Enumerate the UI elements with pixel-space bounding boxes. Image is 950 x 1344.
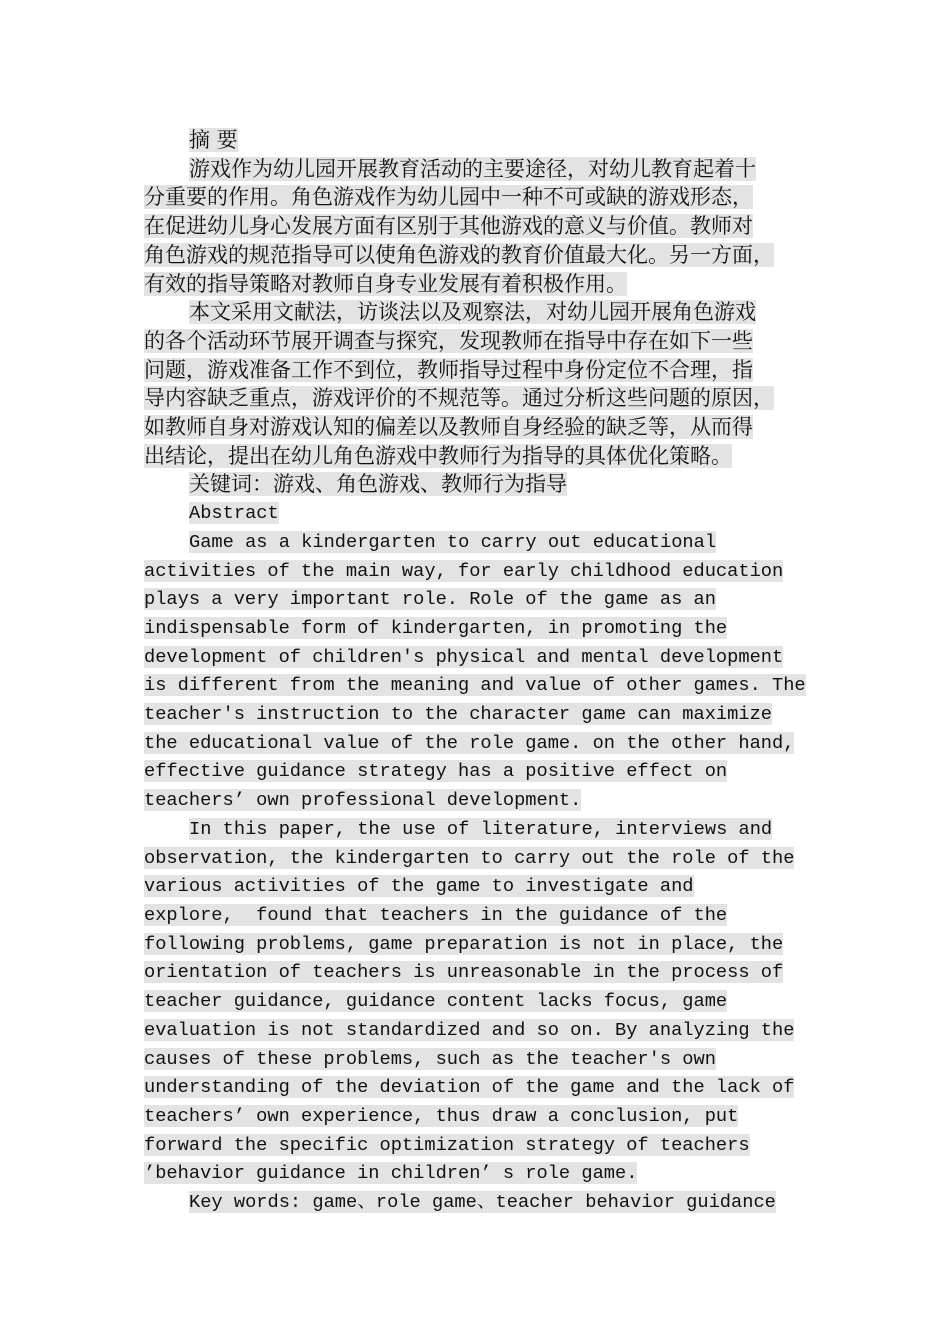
abstract-cn-heading-text: 摘 要 bbox=[189, 128, 238, 152]
text-line: evaluation is not standardized and so on. By analyzing the bbox=[144, 1018, 795, 1041]
text-line: Game as a kindergarten to carry out educational bbox=[189, 530, 717, 553]
text-line: following problems, game preparation is not in place, the bbox=[144, 932, 784, 955]
text-line: 导内容缺乏重点，游戏评价的不规范等。通过分析这些问题的原因， bbox=[144, 386, 774, 411]
abstract-cn-paragraph-1 bbox=[144, 155, 824, 299]
text-line: observation, the kindergarten to carry out the role of the bbox=[144, 846, 795, 869]
text-line: 问题，游戏准备工作不到位，教师指导过程中身份定位不合理，指 bbox=[144, 357, 753, 382]
text-line: In this paper, the use of literature, interviews and bbox=[189, 817, 773, 840]
text-line: understanding of the deviation of the game and the lack of bbox=[144, 1076, 795, 1099]
text-line: orientation of teachers is unreasonable in the process of bbox=[144, 961, 784, 984]
text-line: 出结论，提出在幼儿角色游戏中教师行为指导的具体优化策略。 bbox=[144, 443, 732, 468]
text-line: activities of the main way, for early childhood education bbox=[144, 559, 784, 582]
text-line: plays a very important role. Role of the game as an bbox=[144, 588, 716, 611]
text-line: teacher guidance, guidance content lacks focus, game bbox=[144, 990, 728, 1013]
abstract-en-heading-text: Abstract bbox=[189, 502, 279, 525]
abstract-en-paragraph-1 bbox=[144, 528, 824, 815]
document-page bbox=[144, 126, 824, 1217]
text-line: forward the specific optimization strategy of teachers bbox=[144, 1133, 750, 1156]
text-line: teacher's instruction to the character game can maximize bbox=[144, 703, 773, 726]
text-line: 本文采用文献法，访谈法以及观察法，对幼儿园开展角色游戏 bbox=[189, 300, 756, 325]
text-line: 在促进幼儿身心发展方面有区别于其他游戏的意义与价值。教师对 bbox=[144, 214, 753, 239]
text-line: 有效的指导策略对教师自身专业发展有着积极作用。 bbox=[144, 271, 627, 296]
text-line: causes of these problems, such as the teacher's own bbox=[144, 1047, 716, 1070]
abstract-en-paragraph-2 bbox=[144, 815, 824, 1188]
text-line: is different from the meaning and value of other games. The bbox=[144, 674, 806, 697]
abstract-cn-keywords bbox=[144, 470, 824, 499]
abstract-en-keywords bbox=[144, 1188, 824, 1217]
text-line: 角色游戏的规范指导可以使角色游戏的教育价值最大化。另一方面， bbox=[144, 242, 774, 267]
text-line: indispensable form of kindergarten, in promoting the bbox=[144, 616, 728, 639]
abstract-cn-paragraph-2 bbox=[144, 298, 824, 470]
text-line: teachers’ own experience, thus draw a conclusion, put bbox=[144, 1104, 739, 1127]
text-line: explore, found that teachers in the guidance of the bbox=[144, 903, 728, 926]
text-line: 分重要的作用。角色游戏作为幼儿园中一种不可或缺的游戏形态， bbox=[144, 185, 753, 210]
keywords-cn-text: 关键词：游戏、角色游戏、教师行为指导 bbox=[189, 472, 567, 497]
text-line: development of children's physical and mental development bbox=[144, 645, 784, 668]
keywords-en-text: Key words: game、role game、teacher behavior guidance bbox=[189, 1191, 776, 1214]
text-line: teachers’ own professional development. bbox=[144, 789, 582, 812]
abstract-en-heading bbox=[144, 499, 824, 528]
text-line: the educational value of the role game. on the other hand, bbox=[144, 731, 795, 754]
text-line: 如教师自身对游戏认知的偏差以及教师自身经验的缺乏等，从而得 bbox=[144, 415, 753, 440]
text-line: ’behavior guidance in children’ s role game. bbox=[144, 1162, 638, 1185]
text-line: 的各个活动环节展开调查与探究，发现教师在指导中存在如下一些 bbox=[144, 328, 753, 353]
abstract-cn-heading bbox=[144, 126, 824, 155]
text-line: 游戏作为幼儿园开展教育活动的主要途径，对幼儿教育起着十 bbox=[189, 156, 756, 181]
text-line: various activities of the game to investigate and bbox=[144, 875, 694, 898]
text-line: effective guidance strategy has a positive effect on bbox=[144, 760, 728, 783]
